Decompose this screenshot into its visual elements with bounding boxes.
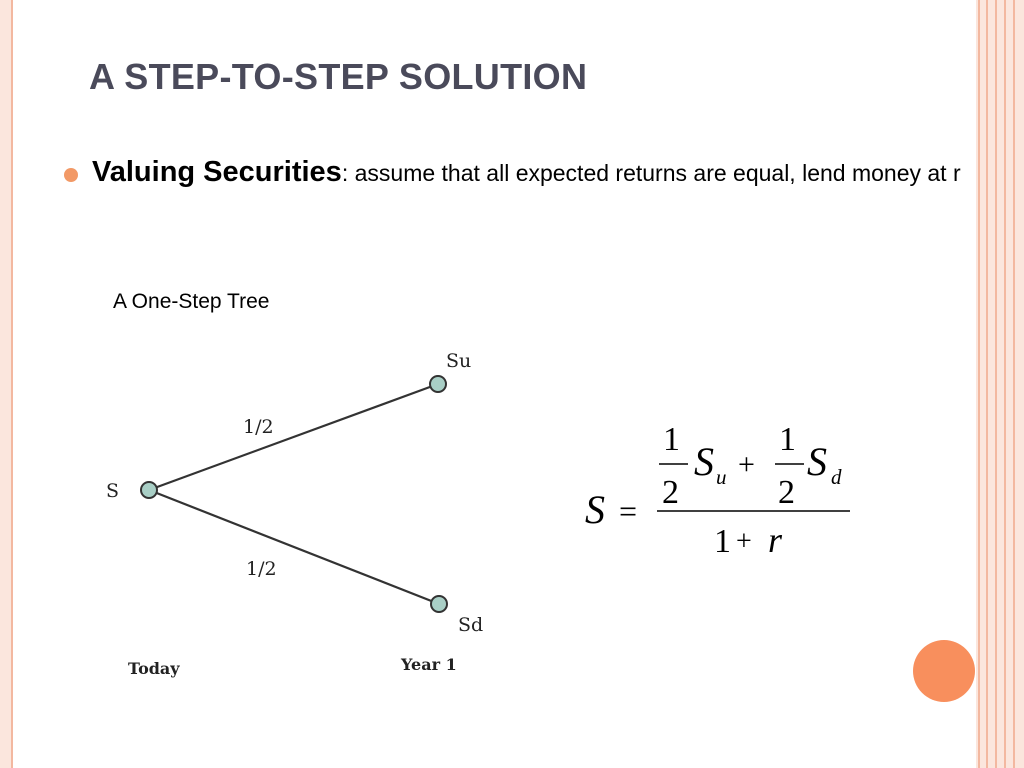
left-frame-border bbox=[0, 0, 13, 768]
slide-title: A STEP-TO-STEP SOLUTION bbox=[89, 56, 588, 97]
formula-denominator-plus: + bbox=[736, 526, 752, 557]
tree-caption: A One-Step Tree bbox=[113, 290, 270, 313]
root-node bbox=[141, 482, 157, 498]
bullet-colon: : bbox=[341, 160, 349, 186]
formula-half-a-denominator: 2 bbox=[662, 474, 679, 511]
formula-denominator-r: r bbox=[768, 520, 783, 560]
bullet-paragraph bbox=[92, 154, 972, 191]
bullet-text: assume that all expected returns are equal, lend money at r bbox=[348, 160, 961, 186]
formula-half-b-numerator: 1 bbox=[779, 421, 796, 458]
root-node-label: S bbox=[106, 480, 120, 502]
formula-su-subscript: u bbox=[716, 465, 727, 489]
formula-denominator-one: 1 bbox=[714, 523, 731, 560]
formula-sd-subscript: d bbox=[831, 465, 842, 489]
decorative-accent-circle bbox=[913, 640, 975, 702]
time-today-label: Today bbox=[128, 659, 180, 678]
down-probability-label: 1/2 bbox=[246, 558, 277, 580]
up-probability-label: 1/2 bbox=[243, 416, 274, 438]
down-node-label: Sd bbox=[458, 614, 484, 636]
formula-equals: = bbox=[619, 493, 638, 529]
valuation-formula bbox=[578, 415, 868, 575]
bullet-lead: Valuing Securities bbox=[92, 156, 342, 188]
formula-half-a-numerator: 1 bbox=[663, 421, 680, 458]
formula-sd: S bbox=[807, 439, 827, 484]
formula-lhs: S bbox=[585, 487, 605, 532]
formula-half-b-denominator: 2 bbox=[778, 474, 795, 511]
down-branch-line bbox=[149, 490, 439, 604]
up-branch-line bbox=[149, 384, 438, 490]
right-frame-border bbox=[976, 0, 1024, 768]
up-node-label: Su bbox=[446, 350, 472, 372]
down-node bbox=[431, 596, 447, 612]
bullet-dot-icon bbox=[64, 168, 78, 182]
one-step-tree-diagram bbox=[95, 338, 515, 688]
formula-su: S bbox=[694, 439, 714, 484]
formula-plus: + bbox=[738, 448, 755, 481]
time-year1-label: Year 1 bbox=[401, 655, 457, 674]
up-node bbox=[430, 376, 446, 392]
